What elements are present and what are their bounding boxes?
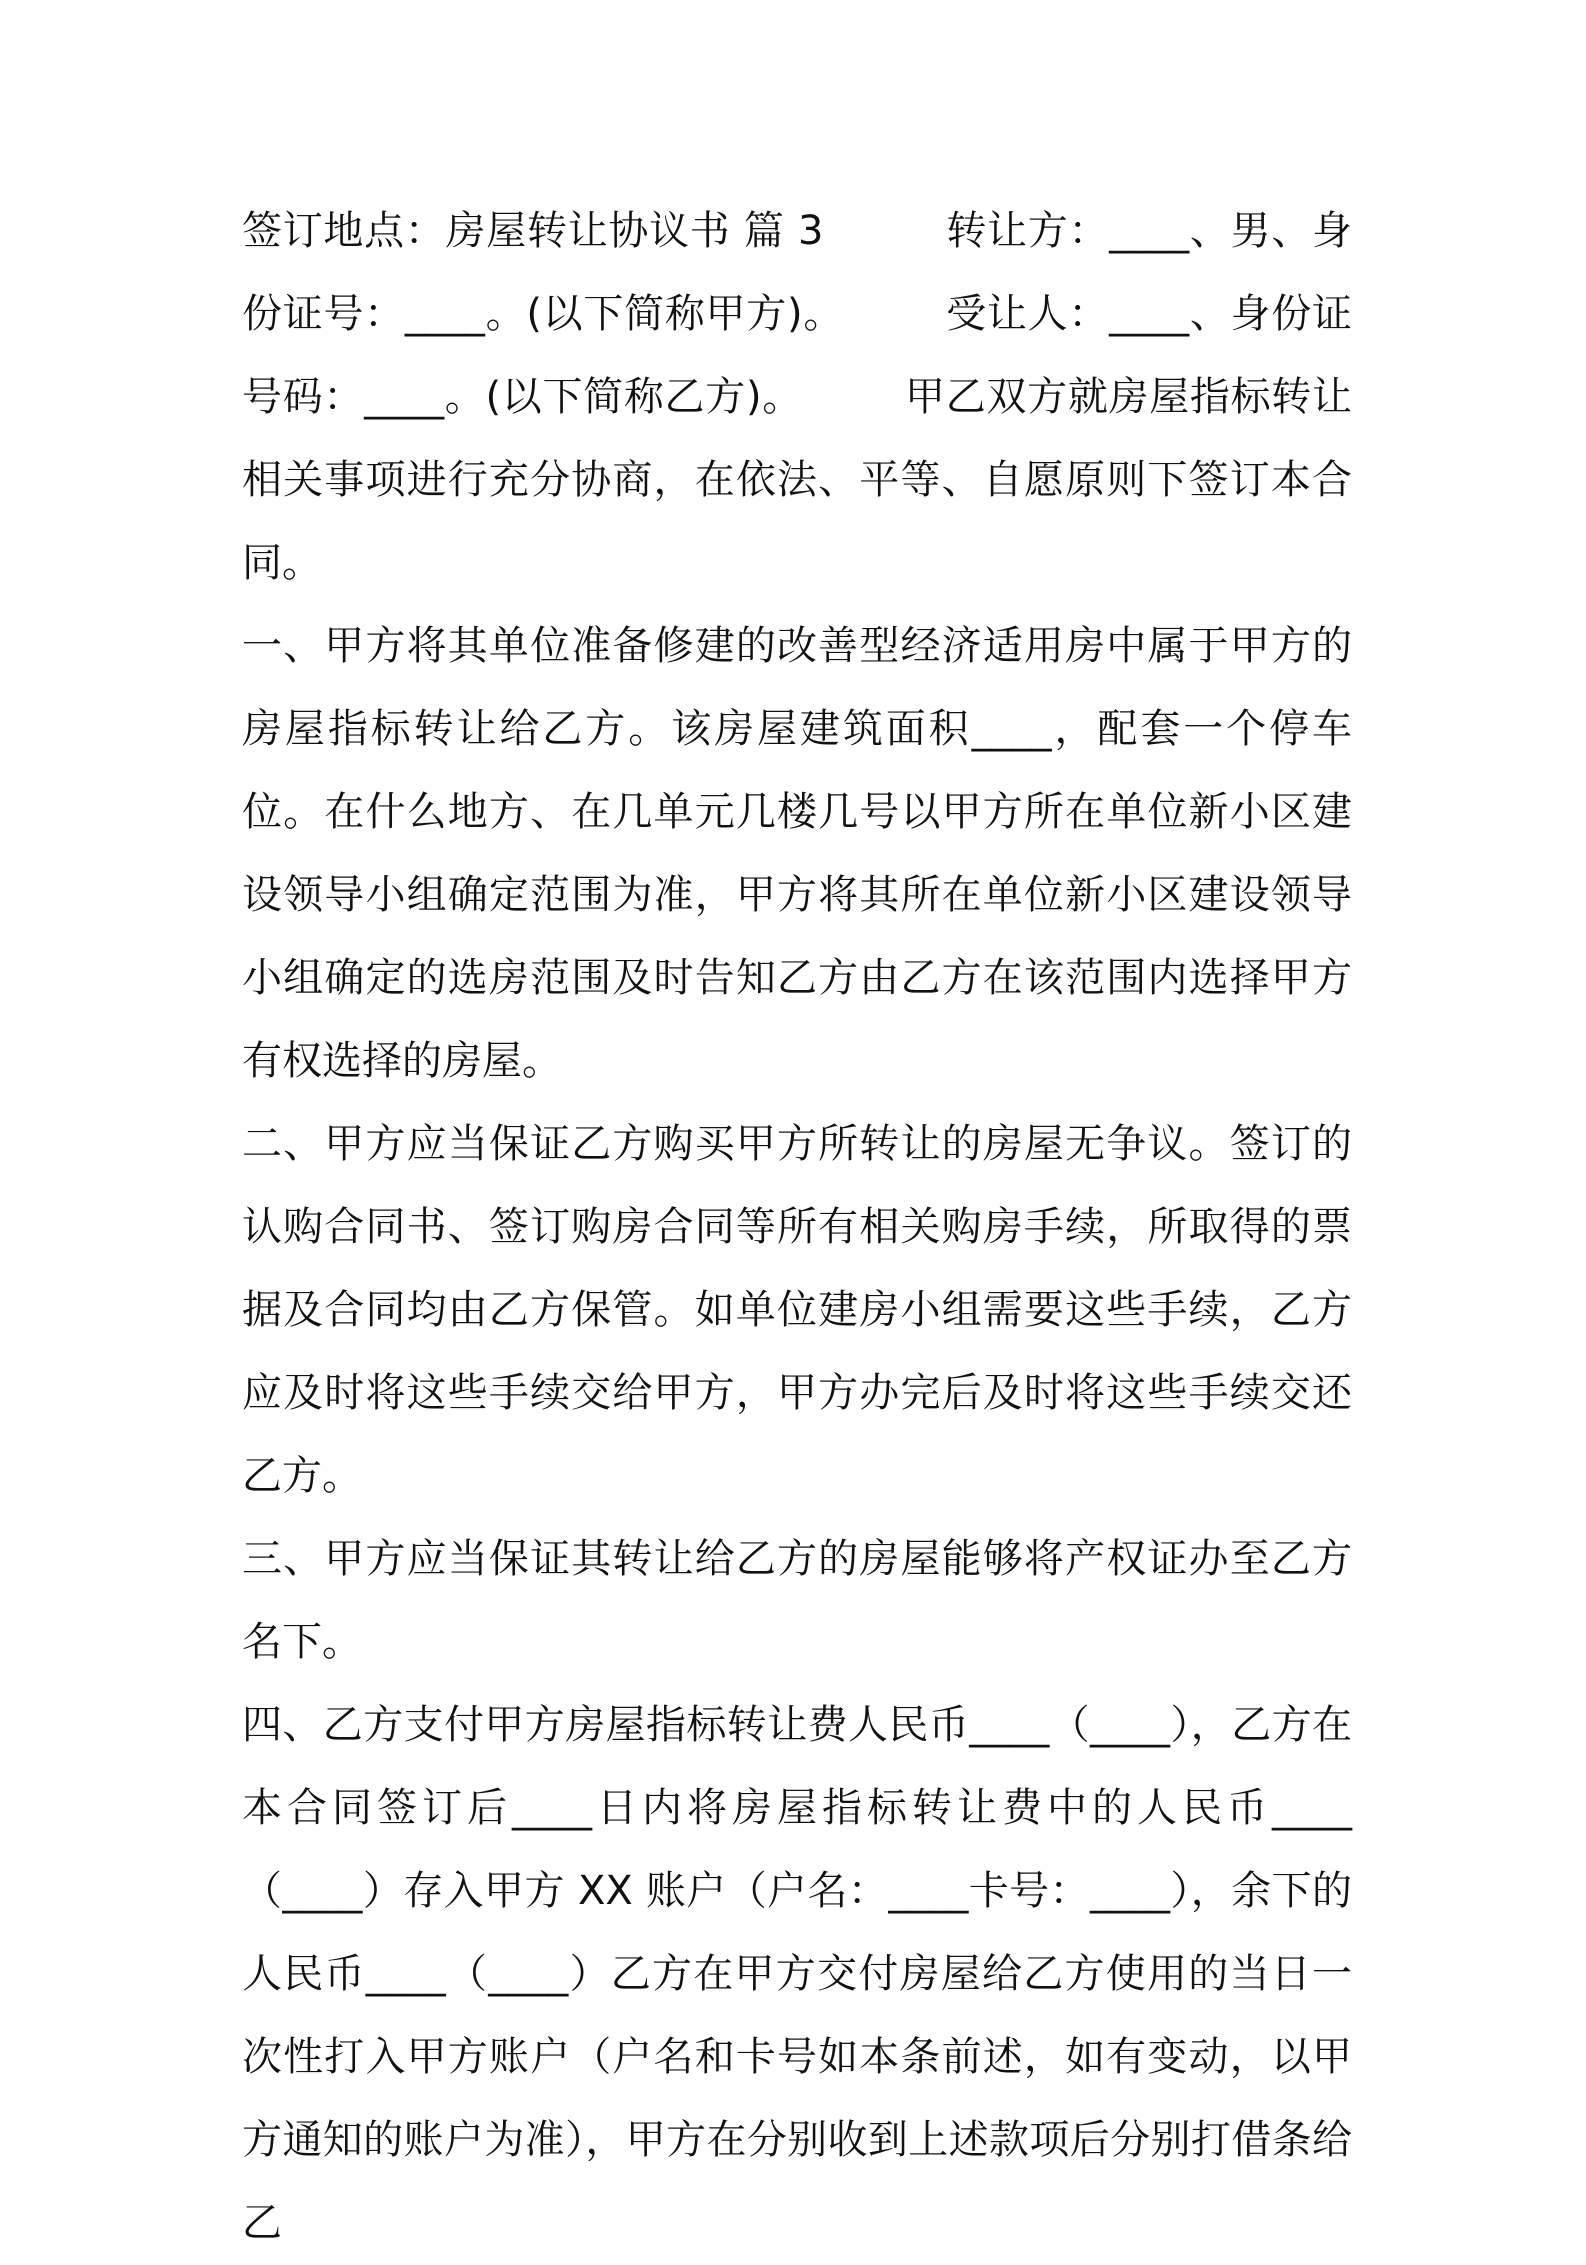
paragraph-clause-2: 二、甲方应当保证乙方购买甲方所转让的房屋无争议。签订的认购合同书、签订购房合同等所有相关购房手续，所取得的票据及合同均由乙方保管。如单位建房小组需要这些手续，乙方应及时将这些手续交给甲方，甲方办完后及时将这些手续交还乙方。 [242, 1121, 1352, 1499]
paragraph-intro: 签订地点：房屋转让协议书 篇 3 转让方：____、男、身份证号：____。(以下简称甲方)。 受让人：____、身份证号码：____。(以下简称乙方)。 甲乙双方就房屋指标转让相关事项进行充分协商，在依法、平等、自愿原则下签订本合同。 [242, 208, 1352, 586]
paragraph-clause-3: 三、甲方应当保证其转让给乙方的房屋能够将产权证办至乙方名下。 [242, 1536, 1352, 1665]
document-body [242, 190, 1352, 2265]
paragraph-clause-4: 四、乙方支付甲方房屋指标转让费人民币____（____），乙方在本合同签订后____日内将房屋指标转让费中的人民币____（____）存入甲方 XX 账户（户名：____卡号：____），余下的人民币____（____）乙方在甲方交付房屋给乙方使用的当日一次性打入甲方账户（户名和卡号如本条前述，如有变动，以甲方通知的账户为准），甲方在分别收到上述款项后分别打借条给乙 [242, 1702, 1352, 2246]
paragraph-clause-1: 一、甲方将其单位准备修建的改善型经济适用房中属于甲方的房屋指标转让给乙方。该房屋建筑面积____，配套一个停车位。在什么地方、在几单元几楼几号以甲方所在单位新小区建设领导小组确定范围为准，甲方将其所在单位新小区建设领导小组确定的选房范围及时告知乙方由乙方在该范围内选择甲方有权选择的房屋。 [242, 623, 1352, 1084]
